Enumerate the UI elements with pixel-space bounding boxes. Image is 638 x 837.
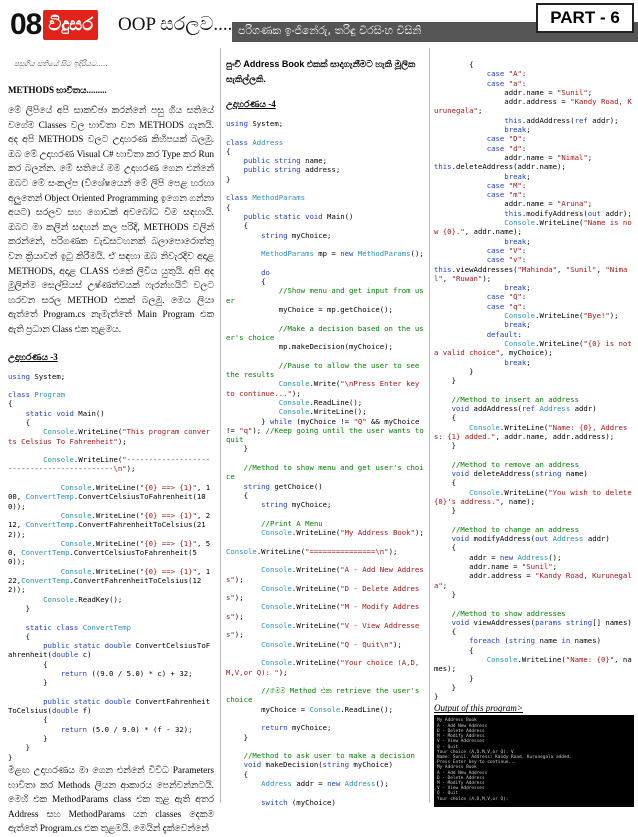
example-intro: පුංචි Address Book එකක් සාදාගැනීමට හැකි මූලික සැකිල්ලකි. (226, 59, 416, 84)
console-line: Your choice (A,D,M,V,or Q): (437, 796, 509, 802)
console-line: My Address Book (437, 718, 477, 724)
console-line: A - Add New Address (437, 770, 488, 776)
column-divider (429, 48, 430, 803)
column-3 (434, 60, 637, 807)
continued-note: පසුගිය සතියේ සිට ඉදිරියට..... (14, 59, 108, 68)
column-divider (220, 48, 221, 803)
author-byline: පරිගණක ඉංජිනේරු, තරිඳු වීරසිංහ විසිනි (238, 24, 422, 37)
example-heading: උදාහරණය -4 (226, 99, 276, 109)
code-block-example-4-continued: { case "A": case "a": addr.name = "Sunil"; addr.address = "Kandy Road, Kurunegala"; this.addAddress(ref addr); break; case "D": case "d": addr.name = "Nimal"; this.deleteAddress(addr.name); break; case "M": case "m": addr.name = "Aruna"; this.modifyAddress(out addr); Console.WriteLine("Name is now {0}.", addr.name); break; case "V": case "v": this.viewAddresses("Mahinda", "Sunil", "Nimal", "Ruwan"); break; case "Q": case "q": Console.WriteLine("Bye!"); break; default: Console.WriteLine("{0} is not a valid choice", myChoice); break; } } //Method to insert an address void addAddress(ref Address addr) { Console.WriteLine("Name: {0}, Address: {1} added.", addr.name, addr.address); } //Method to remove an address void deleteAddress(string name) { Console.WriteLine("You wish to delete {0}'s address.", name); } //Method to change an address void modifyAddress(out Address addr) { addr = new Address(); addr.name = "Sunil"; addr.address = "Kandy Road, Kurunegala"; } //Method to show addresses void viewAddresses(params string[] names) { foreach (string name in names) { Console.WriteLine("Name: {0}", names); } } } (434, 60, 637, 702)
console-line: M - Modify Address (437, 734, 485, 740)
body-paragraph: මීළඟ උදාහරණය මා ගෙන එන්නේ විවිධ Parameters භාවිතා කර Methods ලියන ආකාරය පෙන්වන්නටයි. මෙහි එක MethodParams class එක තුළ ඇති අතර Address සහ MethodParams යන classes දෙකම ඇත්තේ Program.cs එක තුළමයි. මෙයින් දැක්වෙන්නේ (8, 765, 214, 835)
console-line: Name: Sunil, Address: Kandy Road, Kurunegala added. (437, 754, 572, 760)
column-1 (8, 55, 214, 837)
page-header (0, 0, 638, 48)
console-line: My Address Book (437, 765, 477, 771)
article-title: OOP සරලව.... (118, 14, 233, 35)
console-output-screenshot (434, 715, 634, 807)
section-heading: METHODS භාවිතය......... (8, 85, 107, 95)
code-block-example-4: using System; class Address { public string name; public string address; } class MethodParams { public static void Main() { string myChoice; MethodParams mp = new MethodParams(); do { //Show menu and get input from user myChoice = mp.getChoice(); //Make a decision based on the user's choice mp.makeDecision(myChoice); //Pause to allow the user to see the results Console.Write("\nPress Enter key to continue..."); Console.ReadLine(); Console.WriteLine(); } while (myChoice != "Q" && myChoice != "q"); //Keep going until the user wants to quit } //Method to show menu and get user's choice string getChoice() { string myChoice; //Print A Menu Console.WriteLine("My Address Book"); Console.WriteLine("===============\n"); Console.WriteLine("A - Add New Address"); Console.WriteLine("D - Delete Address"); Console.WriteLine("M - Modify Address"); Console.WriteLine("V - View Addresses"); Console.WriteLine("Q - Quit\n"); Console.WriteLine("Your choice (A,D,M,V,or Q): "); //මෙම Method එක retrieve the user's choice myChoice = Console.ReadLine(); return myChoice; } //Method to ask user to make a decision void makeDecision(string myChoice) { Address addr = new Address(); switch (myChoice) (226, 119, 429, 807)
console-line: M - Modify Address (437, 780, 485, 786)
column-2 (226, 55, 429, 807)
code-block-example-3: using System; class Program { static void Main() { Console.WriteLine("This program converts Celsius To Fahrenheit"); Console.WriteLine("-------------------------------------------\n"); Console.WriteLine("{0} ==> {1}", 100, ConvertTemp.ConvertCelsiusToFahrenheit(100)); Console.WriteLine("{0} ==> {1}", 212, ConvertTemp.ConvertFahrenheitToCelsius(212)); Console.WriteLine("{0} ==> {1}", 50, ConvertTemp.ConvertCelsiusToFahrenheit(50)); Console.WriteLine("{0} ==> {1}", 122,ConvertTemp.ConvertFahrenheitToCelsius(122)); Console.ReadKey(); } static class ConvertTemp { public static double ConvertCelsiusToFahrenheit(double c) { return ((9.0 / 5.0) * c) + 32; } public static double ConvertFahrenheitToCelsius(double f) { return (5.0 / 9.0) * (f - 32); } } } (8, 371, 211, 762)
console-line: D - Delete Address (437, 728, 485, 734)
part-label: PART - 6 (536, 3, 634, 33)
console-line: Press Enter key to continue... (437, 760, 517, 766)
output-heading: Output of this program> (434, 703, 523, 714)
console-line: D - Delete Address (437, 775, 485, 781)
example-heading: උදාහරණය -3 (8, 351, 58, 362)
logo-word: විදුසර (43, 10, 98, 40)
body-paragraph: මේ ලිපියේ අපි සාකච්ඡා කරන්නේ පසු ගිය සතියේ වගේම Classes වල භාවිතා වන METHODS ගැනයි. අද අපි METHODS වලට උදාහරණ කිහිපයක් බලමු. ඔබ මේ උදාහරණ Visual C# භාවිතා කර Type කර Run කර බලන්න. මේ සතියේ මම උදාහරණ ගෙන එන්නේ ඔබට මේ සංකල්ප (විශේෂයෙන් මේ ලිපි පෙළ හරහා අලුතෙන් Object Oriented Programming ඉගෙන ගන්නා අයට) සරලව සහ ගොඩක් අවබෝධ වීම සඳහායි. ඔබට මා කලින් සඳහන් කල පරිදි, METHODS වලින් කරන්නේ, පරිගණක වැඩසටහනක් බලාපොරොත්තු වන ක්‍රියාවන් ඉටු කිරීමයි. ඒ සඳහා ඔබ නිවැරදිව අදාළ METHODS, අදාළ CLASS එකේ ලිවිය යුතුයි. අපි අද මුලින්ම සෙල්සියස් උෂ්ණත්වයක් ෆැරන්හයිට් වලට හරවන සරල METHOD එකක් බලමු. මෙය ලියා ඇත්තේ Program.cs නැමැත්තේ Main Program එක ඇති ප්‍රධාන Class එක තුළමය. (8, 106, 214, 335)
console-line: Your choice (A,D,M,V,or Q): V (437, 749, 514, 755)
logo-number: 08 (10, 8, 42, 41)
console-line: V - View Addresses (437, 786, 485, 792)
console-line: Q - Quit (437, 744, 459, 750)
magazine-logo (10, 8, 98, 42)
console-line: A - Add New Address (437, 723, 488, 729)
console-line: Q - Quit (437, 791, 459, 797)
console-line: V - View Addresses (437, 739, 485, 745)
